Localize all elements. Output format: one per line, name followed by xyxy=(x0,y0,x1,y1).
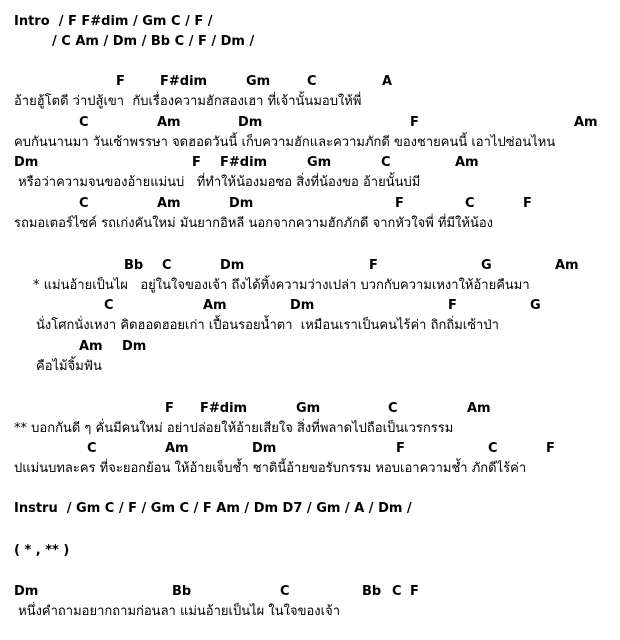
chord-label: G xyxy=(530,298,541,313)
chord-label: C xyxy=(465,196,475,211)
chord-label: C xyxy=(307,74,317,89)
lyric-line: คือไม้จิ้มฟัน xyxy=(36,359,102,374)
chord-label: Bb xyxy=(172,584,192,599)
chord-label: Gm xyxy=(307,155,332,170)
instrumental-line: Instru / Gm C / F / Gm C / F Am / Dm D7 / Gm / A / Dm / xyxy=(14,501,412,516)
chord-label: Dm xyxy=(122,339,147,354)
chord-label: A xyxy=(382,74,393,89)
lyric-line: หรือว่าความจนของอ้ายแม่นบ่ ที่ทำให้น้องมอซอ สิ่งที่น้องขอ อ้ายนั้นบ่มี xyxy=(14,175,421,190)
chord-label: Am xyxy=(574,115,598,130)
chord-label: F#dim xyxy=(220,155,268,170)
chord-label: F xyxy=(165,401,174,416)
chord-label: Dm xyxy=(229,196,254,211)
chord-label: C xyxy=(392,584,402,599)
chord-label: Bb xyxy=(362,584,382,599)
chord-label: Am xyxy=(157,115,181,130)
chord-label: F xyxy=(116,74,125,89)
chord-label: F xyxy=(546,441,555,456)
chord-label: C xyxy=(104,298,114,313)
chord-label: Am xyxy=(455,155,479,170)
chord-label: C xyxy=(388,401,398,416)
chord-label: C xyxy=(162,258,172,273)
chord-label: G xyxy=(481,258,492,273)
chord-label: Dm xyxy=(238,115,263,130)
chord-label: F xyxy=(396,441,405,456)
chord-label: Am xyxy=(157,196,181,211)
chord-label: F#dim xyxy=(160,74,208,89)
chord-label: Am xyxy=(555,258,579,273)
chord-label: Am xyxy=(203,298,227,313)
lyric-line: รถมอเตอร์ไซค์ รถเก่งคันใหม่ มันยากอิหลี นอกจากความฮักภักดี จากหัวใจพี่ ที่มีให้น้อง xyxy=(14,216,493,231)
chord-label: F xyxy=(369,258,378,273)
intro-line-2: / C Am / Dm / Bb C / F / Dm / xyxy=(52,34,255,49)
chord-label: F xyxy=(410,115,419,130)
repeat-marker: ( * , ** ) xyxy=(14,543,70,558)
chord-label: Gm xyxy=(246,74,271,89)
chord-label: Dm xyxy=(220,258,245,273)
intro-line-1: Intro / F F#dim / Gm C / F / xyxy=(14,14,213,29)
chord-label: C xyxy=(79,196,89,211)
chord-label: C xyxy=(381,155,391,170)
chord-label: Bb xyxy=(124,258,144,273)
chord-label: F xyxy=(523,196,532,211)
chord-label: F xyxy=(448,298,457,313)
lyric-line: ** บอกกันดี ๆ คั่นมีคนใหม่ อย่าปล่อยให้อ้ายเสียใจ สิ่งที่พลาดไปถือเป็นเวรกรรม xyxy=(14,421,454,436)
lyric-line: คบกันนานมา วันเซ้าพรรษา จดฮอดวันนี้ เก็บความฮักและความภักดี ของชายคนนี้ เอาไปซ่อนไหน xyxy=(14,135,556,150)
lyric-line: * แม่นอ้ายเป็นไผ อยู่ในใจของเจ้า ถึงได้ทิ้งความว่างเปล่า บวกกับความเหงาให้อ้ายคืนมา xyxy=(33,278,530,293)
chord-label: Gm xyxy=(296,401,321,416)
lyric-line: ปแม่นบทละคร ที่จะยอกย้อน ให้อ้ายเจ็บช้ำ ชาตินี้อ้ายขอรับกรรม หอบเอาความช้ำ ภักดีไร้ค่า xyxy=(14,461,527,476)
chord-label: Dm xyxy=(252,441,277,456)
chord-label: F#dim xyxy=(200,401,248,416)
chord-label: C xyxy=(87,441,97,456)
chord-label: Dm xyxy=(14,155,39,170)
chord-label: Dm xyxy=(290,298,315,313)
chord-label: Am xyxy=(79,339,103,354)
chord-label: F xyxy=(192,155,201,170)
chord-label: Dm xyxy=(14,584,39,599)
chord-label: C xyxy=(79,115,89,130)
chord-label: C xyxy=(280,584,290,599)
chord-label: Am xyxy=(165,441,189,456)
chord-label: C xyxy=(488,441,498,456)
lyric-line: อ้ายฮู้โตดี ว่าปสู้เขา กับเรื่องความฮักสองเฮา ที่เจ้านั้นมอบให้พี่ xyxy=(14,94,362,109)
lyric-line: นั่งโศกนั่งเหงา คิดฮอดฮอยเก่า เปื้อนรอยน้ำตา เหมือนเราเป็นคนไร้ค่า ถิกถิ่มเซ้าป่า xyxy=(36,318,499,333)
lyric-line: หนึ่งคำถามอยากถามก่อนลา แม่นอ้ายเป็นไผ ในใจของเจ้า xyxy=(14,604,341,619)
chord-label: Am xyxy=(467,401,491,416)
chord-label: F xyxy=(395,196,404,211)
chord-label: F xyxy=(410,584,419,599)
